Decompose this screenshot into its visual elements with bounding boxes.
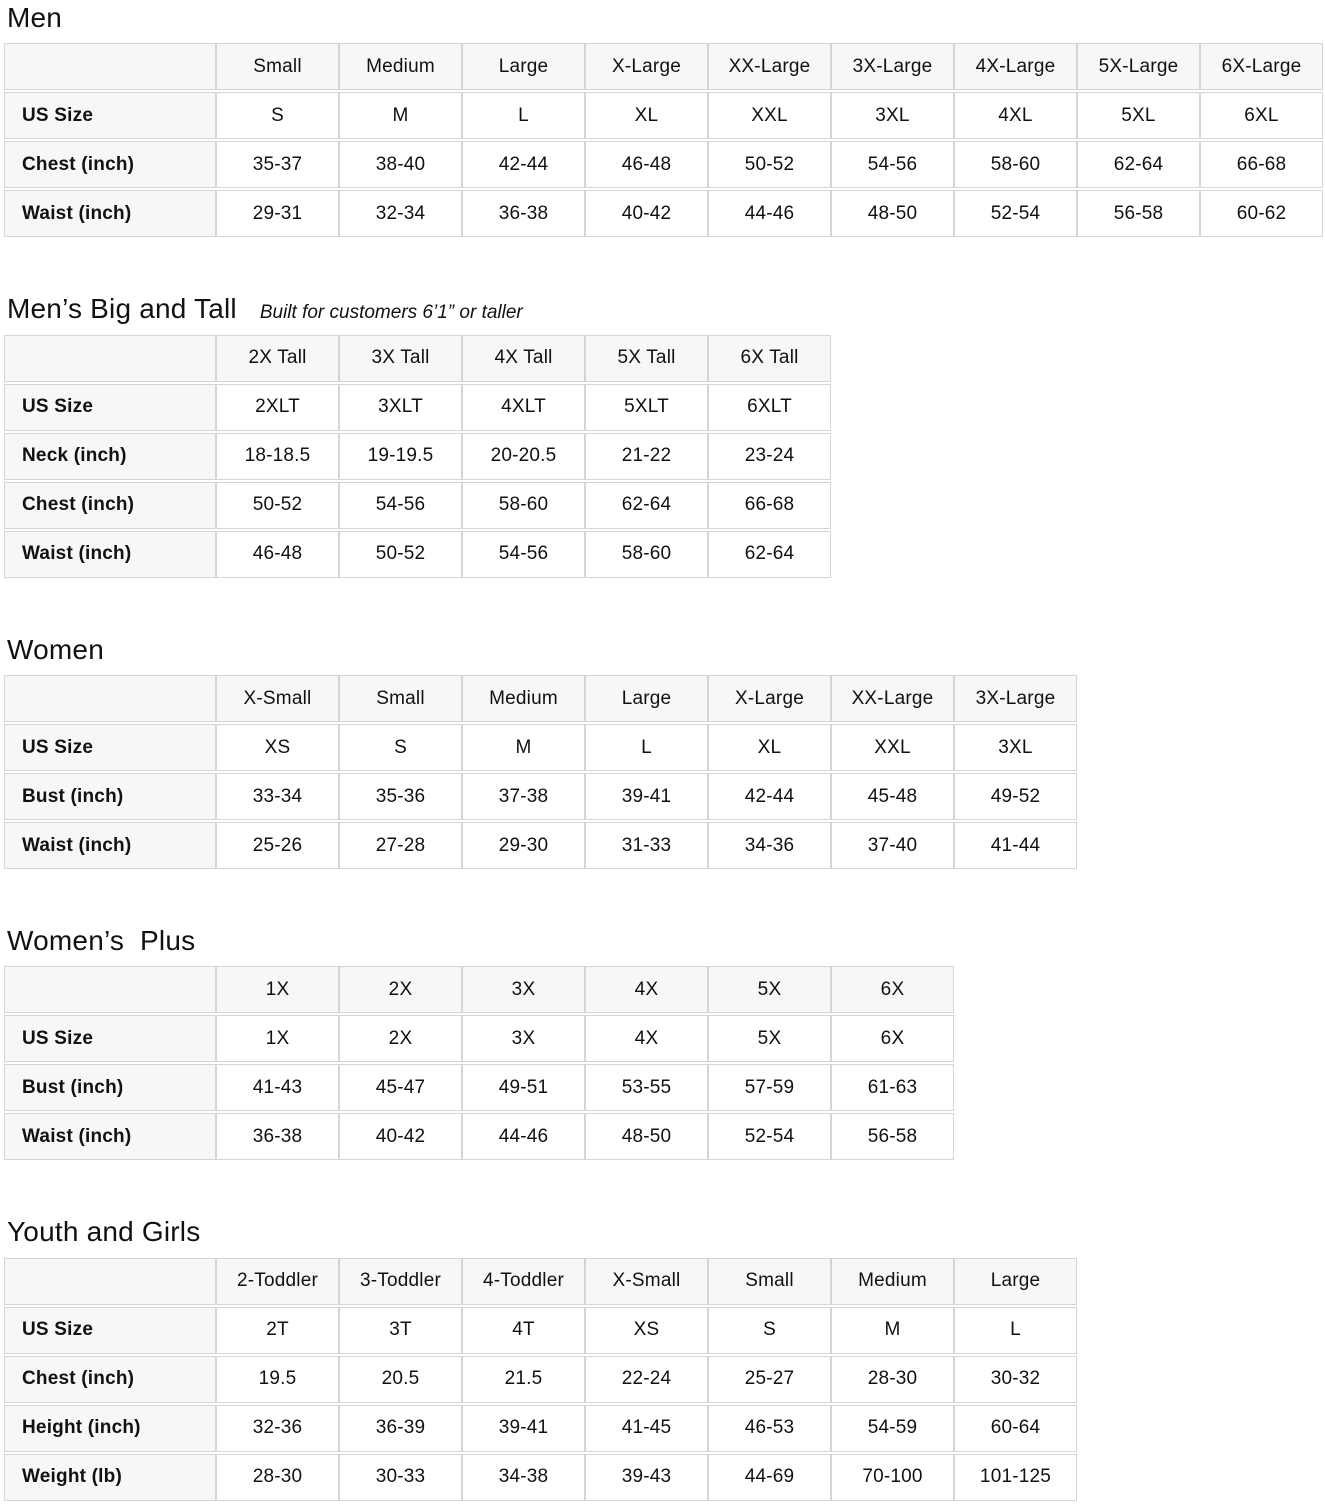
size-value-cell: 37-40 (831, 822, 954, 869)
size-value-cell: 46-48 (585, 141, 708, 188)
corner-cell (4, 335, 216, 382)
size-value-cell: 52-54 (954, 190, 1077, 237)
table-row (4, 433, 831, 480)
row-label: US Size (4, 1307, 216, 1354)
size-value-cell: 101-125 (954, 1454, 1077, 1501)
column-header: 6X (831, 966, 954, 1013)
size-value-cell: 44-46 (708, 190, 831, 237)
header-row (4, 966, 954, 1013)
row-label: Weight (lb) (4, 1454, 216, 1501)
column-header: 3X Tall (339, 335, 462, 382)
size-value-cell: 42-44 (708, 773, 831, 820)
size-value-cell: XL (708, 724, 831, 771)
size-section-youth-and-girls (4, 1216, 1325, 1502)
size-section-womens-plus (4, 925, 1325, 1162)
column-header: Small (708, 1258, 831, 1305)
column-header: Medium (339, 43, 462, 90)
size-value-cell: 36-38 (462, 190, 585, 237)
size-value-cell: 48-50 (585, 1113, 708, 1160)
row-label: US Size (4, 724, 216, 771)
size-value-cell: 32-34 (339, 190, 462, 237)
column-header: Large (954, 1258, 1077, 1305)
column-header: Small (339, 675, 462, 722)
size-value-cell: 3XLT (339, 384, 462, 431)
size-value-cell: 61-63 (831, 1064, 954, 1111)
corner-cell (4, 43, 216, 90)
section-title: Women (7, 633, 104, 665)
section-title: Men (7, 2, 63, 33)
table-row (4, 384, 831, 431)
size-value-cell: 1X (216, 1015, 339, 1062)
size-value-cell: 60-62 (1200, 190, 1323, 237)
column-header: 1X (216, 966, 339, 1013)
size-value-cell: 25-26 (216, 822, 339, 869)
size-value-cell: 29-31 (216, 190, 339, 237)
row-label: US Size (4, 1015, 216, 1062)
size-value-cell: 56-58 (831, 1113, 954, 1160)
size-value-cell: 57-59 (708, 1064, 831, 1111)
size-value-cell: 58-60 (462, 482, 585, 529)
row-label: Bust (inch) (4, 1064, 216, 1111)
size-value-cell: 32-36 (216, 1405, 339, 1452)
size-value-cell: 58-60 (954, 141, 1077, 188)
section-head (7, 1216, 1325, 1247)
size-value-cell: 39-41 (462, 1405, 585, 1452)
section-head (7, 2, 1325, 33)
corner-cell (4, 966, 216, 1013)
size-table-mens-big-and-tall (4, 333, 831, 580)
column-header: X-Large (585, 43, 708, 90)
size-value-cell: 4T (462, 1307, 585, 1354)
row-label: Height (inch) (4, 1405, 216, 1452)
size-value-cell: 23-24 (708, 433, 831, 480)
size-value-cell: L (954, 1307, 1077, 1354)
size-value-cell: 3X (462, 1015, 585, 1062)
column-header: Medium (462, 675, 585, 722)
size-value-cell: XS (585, 1307, 708, 1354)
column-header: 4X-Large (954, 43, 1077, 90)
size-value-cell: 49-51 (462, 1064, 585, 1111)
column-header: Small (216, 43, 339, 90)
row-label: Chest (inch) (4, 141, 216, 188)
header-row (4, 675, 1077, 722)
size-value-cell: XL (585, 92, 708, 139)
size-value-cell: 4XLT (462, 384, 585, 431)
size-value-cell: 52-54 (708, 1113, 831, 1160)
size-value-cell: 58-60 (585, 531, 708, 578)
size-value-cell: 54-56 (831, 141, 954, 188)
column-header: 3X (462, 966, 585, 1013)
table-row (4, 92, 1323, 139)
size-value-cell: 66-68 (708, 482, 831, 529)
column-header: 4X (585, 966, 708, 1013)
table-row (4, 1113, 954, 1160)
size-value-cell: 53-55 (585, 1064, 708, 1111)
size-table-women (4, 673, 1077, 871)
column-header: 4X Tall (462, 335, 585, 382)
table-row (4, 773, 1077, 820)
section-title: Women’s Plus (7, 925, 196, 957)
table-row (4, 1307, 1077, 1354)
table-row (4, 822, 1077, 869)
size-value-cell: 41-45 (585, 1405, 708, 1452)
size-value-cell: 21-22 (585, 433, 708, 480)
size-value-cell: 40-42 (339, 1113, 462, 1160)
size-table-men (4, 41, 1323, 239)
row-label: Neck (inch) (4, 433, 216, 480)
size-value-cell: XXL (831, 724, 954, 771)
size-value-cell: 44-46 (462, 1113, 585, 1160)
size-value-cell: 25-27 (708, 1356, 831, 1403)
row-label: Chest (inch) (4, 482, 216, 529)
size-value-cell: 35-37 (216, 141, 339, 188)
corner-cell (4, 1258, 216, 1305)
size-value-cell: 5XLT (585, 384, 708, 431)
row-label: US Size (4, 92, 216, 139)
size-value-cell: 20-20.5 (462, 433, 585, 480)
size-value-cell: 39-43 (585, 1454, 708, 1501)
size-value-cell: 19-19.5 (339, 433, 462, 480)
size-value-cell: M (339, 92, 462, 139)
table-row (4, 190, 1323, 237)
column-header: 2X Tall (216, 335, 339, 382)
column-header: Large (462, 43, 585, 90)
column-header: 5X (708, 966, 831, 1013)
size-section-women (4, 634, 1325, 871)
column-header: XX-Large (831, 675, 954, 722)
column-header: 2X (339, 966, 462, 1013)
size-value-cell: 21.5 (462, 1356, 585, 1403)
size-value-cell: 46-53 (708, 1405, 831, 1452)
size-value-cell: 62-64 (585, 482, 708, 529)
size-value-cell: 45-48 (831, 773, 954, 820)
size-value-cell: 34-38 (462, 1454, 585, 1501)
column-header: 3X-Large (831, 43, 954, 90)
column-header: Large (585, 675, 708, 722)
size-value-cell: 62-64 (708, 531, 831, 578)
size-value-cell: 39-41 (585, 773, 708, 820)
size-value-cell: 29-30 (462, 822, 585, 869)
column-header: X-Small (216, 675, 339, 722)
size-value-cell: 37-38 (462, 773, 585, 820)
size-value-cell: S (339, 724, 462, 771)
size-value-cell: 44-69 (708, 1454, 831, 1501)
size-value-cell: 27-28 (339, 822, 462, 869)
size-section-mens-big-and-tall (4, 293, 1325, 579)
size-value-cell: 54-56 (462, 531, 585, 578)
size-value-cell: 49-52 (954, 773, 1077, 820)
column-header: 6X Tall (708, 335, 831, 382)
table-row (4, 1064, 954, 1111)
size-value-cell: 70-100 (831, 1454, 954, 1501)
size-value-cell: 50-52 (339, 531, 462, 578)
section-head (7, 925, 1325, 956)
size-value-cell: 3XL (954, 724, 1077, 771)
size-value-cell: 28-30 (216, 1454, 339, 1501)
table-row (4, 1356, 1077, 1403)
size-value-cell: 36-39 (339, 1405, 462, 1452)
size-value-cell: 33-34 (216, 773, 339, 820)
column-header: 4-Toddler (462, 1258, 585, 1305)
size-value-cell: 19.5 (216, 1356, 339, 1403)
size-value-cell: 54-59 (831, 1405, 954, 1452)
column-header: 3X-Large (954, 675, 1077, 722)
size-value-cell: 2XLT (216, 384, 339, 431)
size-value-cell: 6X (831, 1015, 954, 1062)
size-value-cell: 50-52 (708, 141, 831, 188)
column-header: X-Small (585, 1258, 708, 1305)
size-value-cell: XXL (708, 92, 831, 139)
header-row (4, 1258, 1077, 1305)
row-label: Waist (inch) (4, 822, 216, 869)
row-label: Waist (inch) (4, 190, 216, 237)
size-value-cell: 60-64 (954, 1405, 1077, 1452)
size-value-cell: 18-18.5 (216, 433, 339, 480)
size-section-men (4, 2, 1325, 239)
corner-cell (4, 675, 216, 722)
table-row (4, 1405, 1077, 1452)
size-value-cell: 6XL (1200, 92, 1323, 139)
size-value-cell: 46-48 (216, 531, 339, 578)
size-value-cell: 54-56 (339, 482, 462, 529)
size-value-cell: 34-36 (708, 822, 831, 869)
section-title: Men’s Big and Tall (7, 293, 237, 325)
size-value-cell: S (708, 1307, 831, 1354)
column-header: 6X-Large (1200, 43, 1323, 90)
size-value-cell: S (216, 92, 339, 139)
size-value-cell: 31-33 (585, 822, 708, 869)
size-value-cell: 35-36 (339, 773, 462, 820)
size-value-cell: M (831, 1307, 954, 1354)
row-label: Bust (inch) (4, 773, 216, 820)
size-value-cell: 36-38 (216, 1113, 339, 1160)
size-value-cell: L (462, 92, 585, 139)
row-label: Waist (inch) (4, 531, 216, 578)
table-row (4, 482, 831, 529)
column-header: Medium (831, 1258, 954, 1305)
size-value-cell: 22-24 (585, 1356, 708, 1403)
table-row (4, 531, 831, 578)
size-value-cell: 3T (339, 1307, 462, 1354)
table-row (4, 1454, 1077, 1501)
size-value-cell: 3XL (831, 92, 954, 139)
size-value-cell: 20.5 (339, 1356, 462, 1403)
size-value-cell: M (462, 724, 585, 771)
size-value-cell: 5XL (1077, 92, 1200, 139)
size-value-cell: 28-30 (831, 1356, 954, 1403)
header-row (4, 335, 831, 382)
size-table-womens-plus (4, 964, 954, 1162)
column-header: 5X-Large (1077, 43, 1200, 90)
row-label: Chest (inch) (4, 1356, 216, 1403)
size-value-cell: 4X (585, 1015, 708, 1062)
table-row (4, 1015, 954, 1062)
size-value-cell: 38-40 (339, 141, 462, 188)
table-row (4, 141, 1323, 188)
size-value-cell: 2T (216, 1307, 339, 1354)
section-title: Youth and Girls (7, 1216, 201, 1248)
table-row (4, 724, 1077, 771)
header-row (4, 43, 1323, 90)
column-header: X-Large (708, 675, 831, 722)
size-value-cell: 66-68 (1200, 141, 1323, 188)
size-value-cell: 4XL (954, 92, 1077, 139)
size-value-cell: 30-32 (954, 1356, 1077, 1403)
size-value-cell: L (585, 724, 708, 771)
size-value-cell: 41-44 (954, 822, 1077, 869)
size-value-cell: 48-50 (831, 190, 954, 237)
size-value-cell: XS (216, 724, 339, 771)
section-subtitle: Built for customers 6’1” or taller (259, 302, 523, 324)
size-value-cell: 6XLT (708, 384, 831, 431)
size-value-cell: 62-64 (1077, 141, 1200, 188)
size-value-cell: 5X (708, 1015, 831, 1062)
column-header: 5X Tall (585, 335, 708, 382)
size-value-cell: 45-47 (339, 1064, 462, 1111)
size-value-cell: 30-33 (339, 1454, 462, 1501)
section-head (7, 634, 1325, 665)
size-value-cell: 40-42 (585, 190, 708, 237)
row-label: US Size (4, 384, 216, 431)
row-label: Waist (inch) (4, 1113, 216, 1160)
size-value-cell: 42-44 (462, 141, 585, 188)
size-value-cell: 41-43 (216, 1064, 339, 1111)
column-header: 2-Toddler (216, 1258, 339, 1305)
column-header: 3-Toddler (339, 1258, 462, 1305)
size-table-youth-and-girls (4, 1256, 1077, 1503)
column-header: XX-Large (708, 43, 831, 90)
size-value-cell: 56-58 (1077, 190, 1200, 237)
size-value-cell: 50-52 (216, 482, 339, 529)
section-head (7, 293, 1325, 324)
size-value-cell: 2X (339, 1015, 462, 1062)
